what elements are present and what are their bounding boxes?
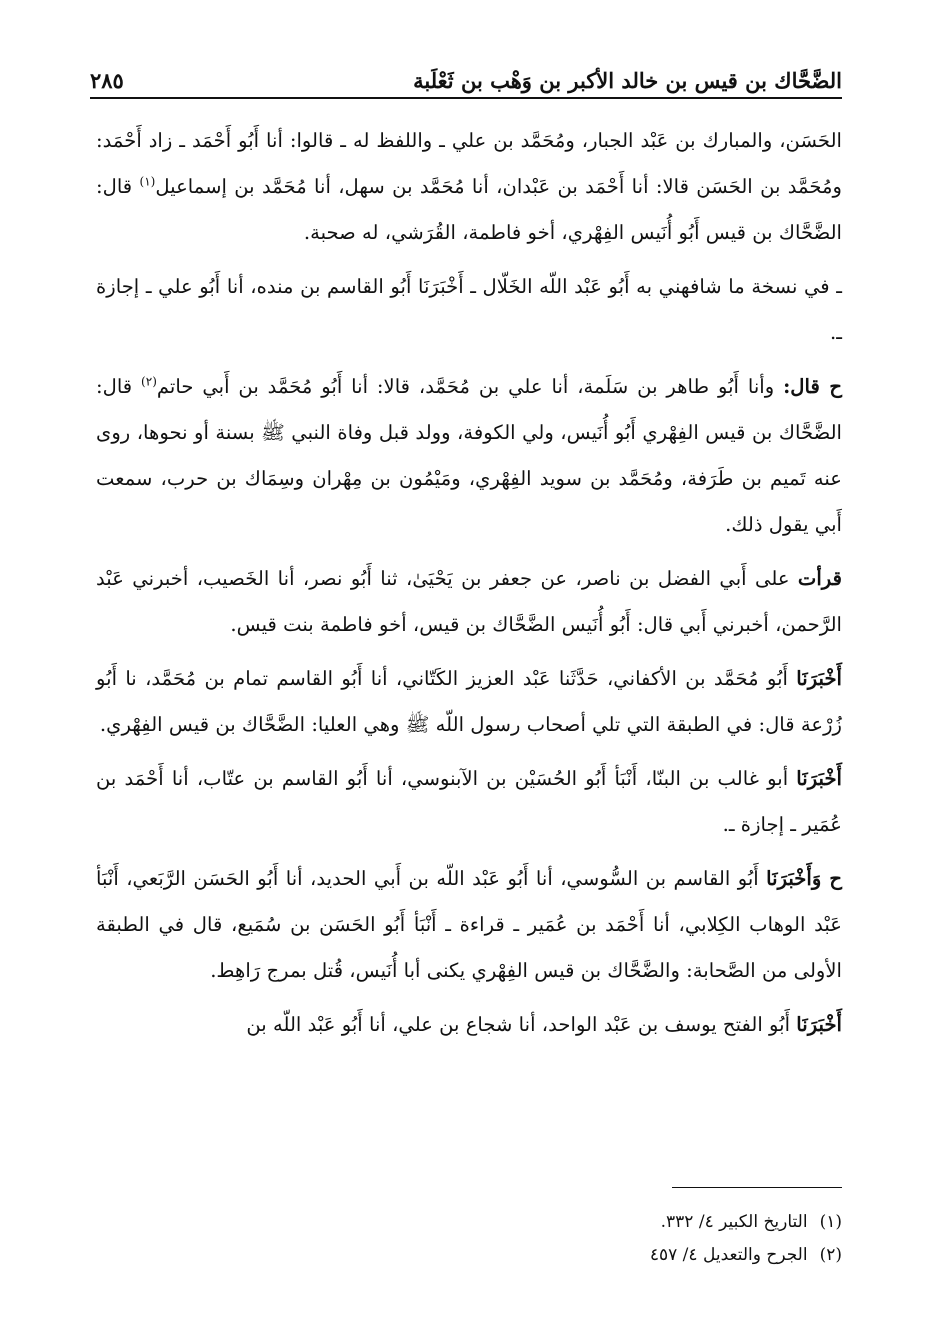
paragraph-text: أَبُو مُحَمَّد بن الأكفاني، حَدَّثَنا عَبْد العزيز الكَتّاني، أنا أَبُو القاسم تمام بن مُحَمَّد، نا أَبُو زُرْعة قال: في الطبقة التي تلي أصحاب رسول اللّه ﷺ وهي العليا: الضَّحَّاك بن قيس الفِهْري.: [96, 667, 842, 736]
paragraph: [96, 856, 842, 994]
paragraph: [96, 264, 842, 356]
paragraph-text: الحَسَن، والمبارك بن عَبْد الجبار، ومُحَمَّد بن علي ـ واللفظ له ـ قالوا: أنا أَبُو أَحْمَد ـ زاد أَحْمَد: ومُحَمَّد بن الحَسَن قالا: أنا أَحْمَد بن عَبْدان، أنا مُحَمَّد بن سهل، أنا مُحَمَّد بن إسماعيل: [96, 129, 842, 198]
running-title: الضَّحَّاك بن قيس بن خالد الأكبر بن وَهْب بن ثَعْلَبة: [413, 68, 842, 93]
footnote-text: التاريخ الكبير ٤/ ٣٣٢.: [660, 1212, 808, 1232]
paragraph-text: أبو غالب بن البنّا، أَنْبَأ أَبُو الحُسَيْن بن الآبنوسي، أنا أَبُو القاسم بن عتّاب، أنا أَحْمَد بن عُمَير ـ إجازة ـ.: [96, 767, 842, 836]
footnote: [442, 1239, 842, 1272]
paragraph-text: أَبُو القاسم بن السُّوسي، أنا أَبُو عَبْد اللّه بن أَبي الحديد، أنا أَبُو الحَسَن الرَّبَعي، أَنْبَأ عَبْد الوهاب الكِلابي، أنا أَحْمَد بن عُمَير ـ قراءة ـ أَنْبَأ أَبُو الحَسَن بن سُمَيع، قال في الطبقة الأولى من الصَّحابة: والضَّحَّاك بن قيس الفِهْري يكنى أبا أُنَيس، قُتل بمرج رَاهِط.: [96, 867, 842, 982]
paragraph-text: وأنا أَبُو طاهر بن سَلَمة، أنا علي بن مُحَمَّد، قالا: أنا أَبُو مُحَمَّد بن أَبي حاتم: [156, 375, 784, 398]
paragraph-lead: أَخْبَرَنَا: [796, 767, 842, 790]
paragraph-text: أَبُو الفتح يوسف بن عَبْد الواحد، أنا شجاع بن علي، أنا أَبُو عَبْد اللّه بن: [246, 1013, 797, 1036]
page-header: [90, 55, 842, 99]
footnote-text: الجرح والتعديل ٤/ ٤٥٧: [649, 1245, 808, 1265]
footnote-divider: [672, 1187, 842, 1188]
paragraph-text-cont: قال: الضَّحَّاك بن قيس الفِهْري أَبُو أُنَيس، ولي الكوفة، وولد قبل وفاة النبي ﷺ بسنة أو نحوها، روى عنه تَميم بن طَرَفة، ومُحَمَّد بن سويد الفِهْري، ومَيْمُون بن مِهْران وسِمَاك بن حرب، سمعت أَبي يقول ذلك.: [96, 375, 842, 536]
body-text: [96, 118, 842, 1056]
paragraph: [96, 656, 842, 748]
paragraph: [96, 756, 842, 848]
paragraph-lead: ح وَأَخْبَرَنَا: [766, 867, 842, 890]
footnote: [442, 1206, 842, 1239]
footnote-ref: (٢): [141, 374, 157, 389]
paragraph-lead: أَخْبَرَنَا: [796, 667, 842, 690]
paragraph-text-cont: قال: الضَّحَّاك بن قيس أَبُو أُنَيس الفِهْري، أخو فاطمة، القُرَشي، له صحبة.: [96, 175, 842, 244]
paragraph-lead: ح قال:: [783, 375, 842, 398]
paragraph-lead: قرأت: [797, 567, 842, 590]
paragraph-text: ـ في نسخة ما شافهني به أَبُو عَبْد اللّه الخَلّال ـ أَخْبَرَنَا أَبُو القاسم بن منده، أنا أَبُو علي ـ إجازة ـ.: [96, 275, 842, 344]
paragraph: [96, 556, 842, 648]
footnote-number: (١): [819, 1212, 842, 1232]
footnote-ref: (١): [139, 174, 156, 189]
paragraph-text: على أَبي الفضل بن ناصر، عن جعفر بن يَحْيَىٰ، ثنا أَبُو نصر، أنا الخَصيب، أخبرني عَبْد الرَّحمن، أخبرني أَبي قال: أَبُو أُنَيس الضَّحَّاك بن قيس، أخو فاطمة بنت قيس.: [96, 567, 842, 636]
paragraph: [96, 1002, 842, 1048]
paragraph: [96, 364, 842, 548]
paragraph-lead: أَخْبَرَنَا: [796, 1013, 842, 1036]
footnote-number: (٢): [819, 1245, 842, 1265]
page-number: ٢٨٥: [90, 68, 124, 93]
paragraph: [96, 118, 842, 256]
footnotes: [442, 1206, 842, 1272]
